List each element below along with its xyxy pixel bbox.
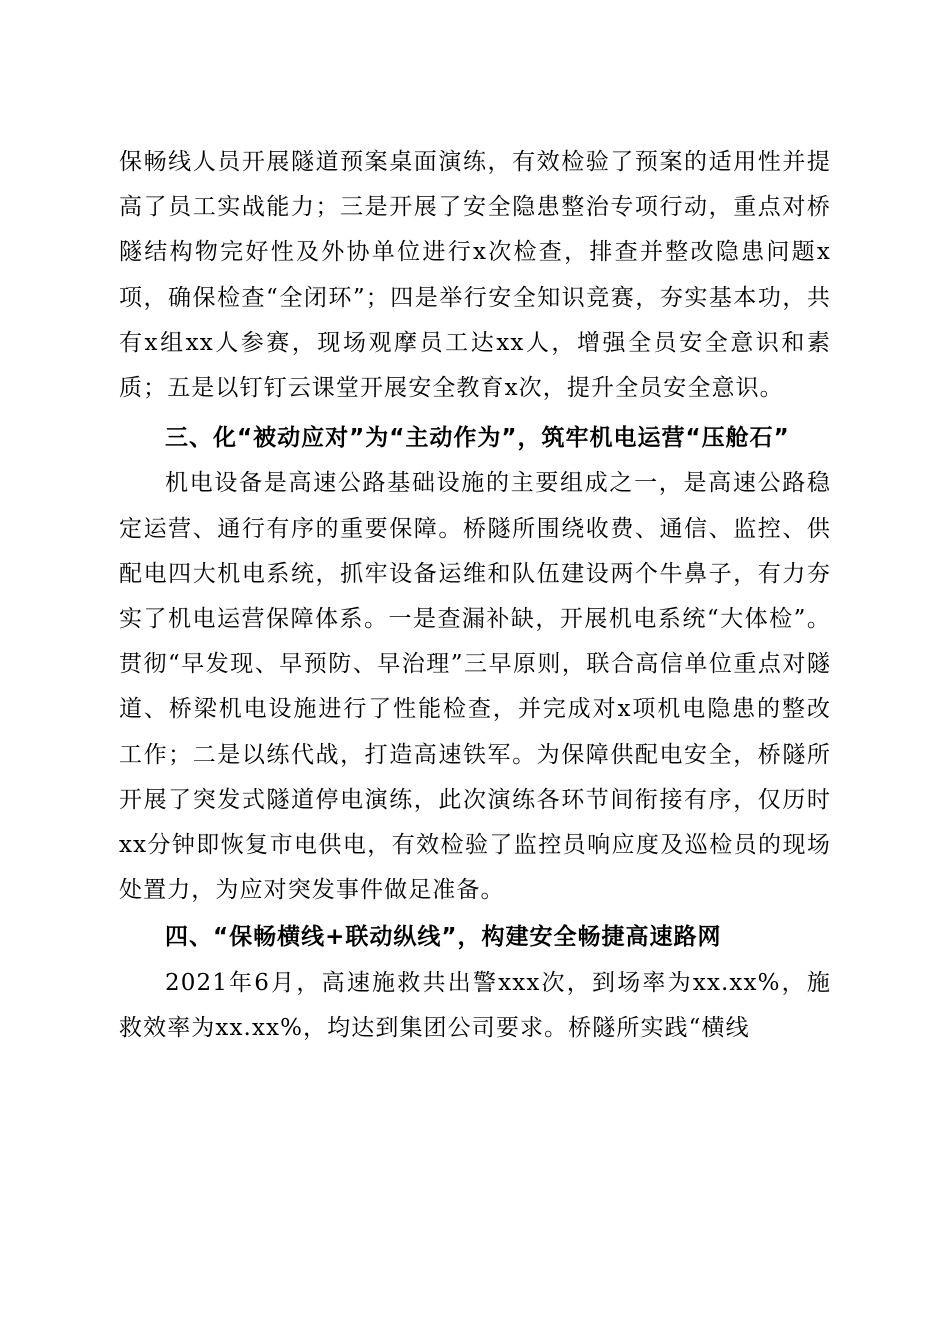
paragraph-section-3: 机电设备是高速公路基础设施的主要组成之一，是高速公路稳定运营、通行有序的重要保障。桥隧所围绕收费、通信、监控、供配电四大机电系统，抓牢设备运维和队伍建设两个牛鼻子，有力夯实了机电运营保障体系。一是查漏补缺，开展机电系统“大体检”。贯彻“早发现、早预防、早治理”三早原则，联合高信单位重点对隧道、桥梁机电设施进行了性能检查，并完成对x项机电隐患的整改工作；二是以练代战，打造高速铁军。为保障供配电安全，桥隧所开展了突发式隧道停电演练，此次演练各环节间衔接有序，仅历时xx分钟即恢复市电供电，有效检验了监控员响应度及巡检员的现场处置力，为应对突发事件做足准备。 [119,470,831,904]
section-heading-3: 三、化“被动应对”为“主动作为”，筑牢机电运营“压舱石” [165,425,790,452]
document-body [119,140,831,1051]
paragraph-continuation: 保畅线人员开展隧道预案桌面演练，有效检验了预案的适用性并提高了员工实战能力；三是开展了安全隐患整治专项行动，重点对桥隧结构物完好性及外协单位进行x次检查，排查并整改隐患问题x项，确保检查“全闭环”；四是举行安全知识竞赛，夯实基本功，共有x组xx人参赛，现场观摩员工达xx人，增强全员安全意识和素质；五是以钉钉云课堂开展安全教育x次，提升全员安全意识。 [119,149,831,402]
paragraph-section-4: 2021年6月，高速施救共出警xxx次，到场率为xx.xx%，施救效率为xx.xx%，均达到集团公司要求。桥隧所实践“横线 [119,969,831,1041]
section-heading-4: 四、“保畅横线+联动纵线”，构建安全畅捷高速路网 [165,924,722,951]
